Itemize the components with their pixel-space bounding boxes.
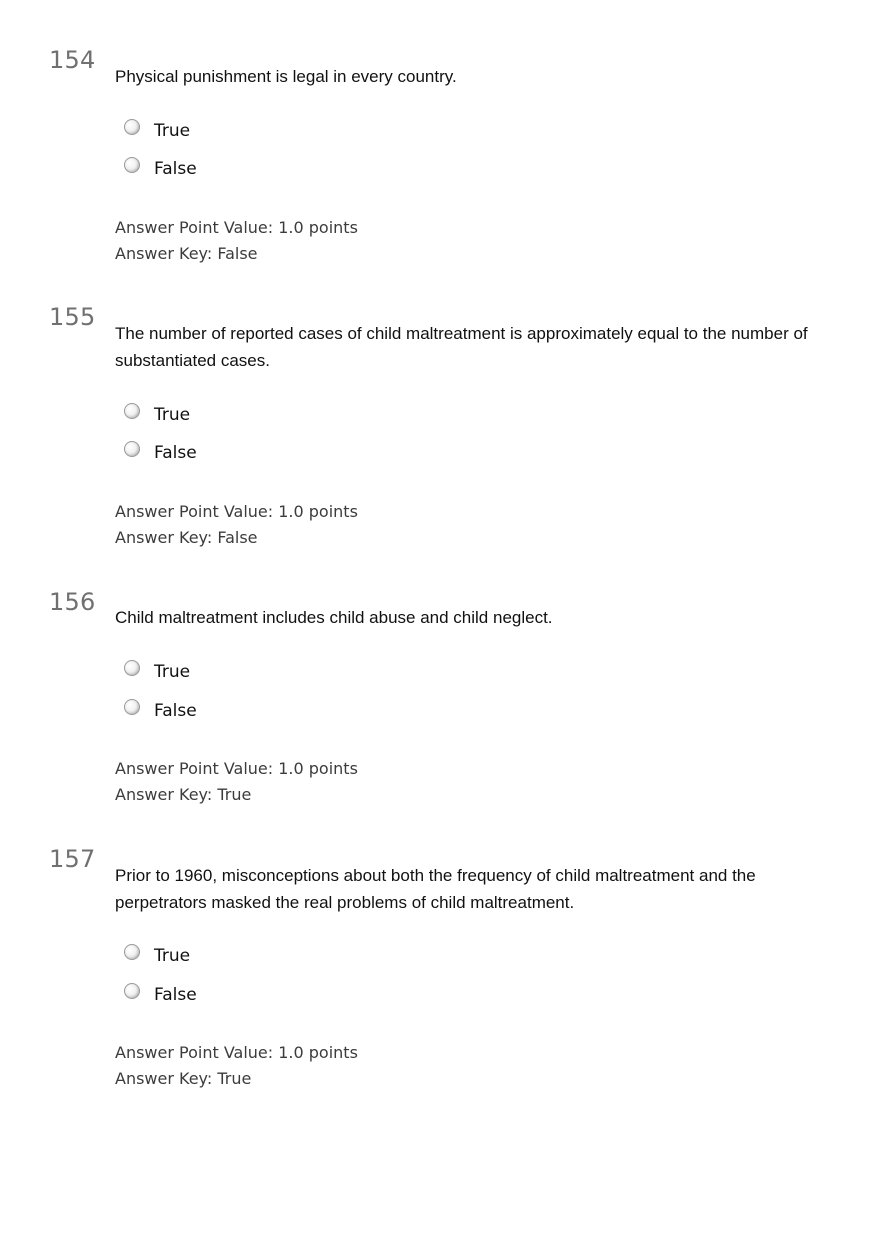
- option-true[interactable]: [124, 119, 190, 143]
- question-text: The number of reported cases of child maltreatment is approximately equal to the number of substantiated cases.: [115, 324, 808, 370]
- radio-button[interactable]: [124, 403, 140, 419]
- answer-key: Answer Key: True: [115, 785, 252, 804]
- radio-button[interactable]: [124, 157, 140, 173]
- answer-point-value: Answer Point Value: 1.0 points: [115, 759, 358, 778]
- option-label: True: [154, 121, 191, 141]
- option-true[interactable]: [124, 944, 190, 968]
- option-label: False: [154, 985, 197, 1005]
- answer-key: Answer Key: False: [115, 244, 258, 263]
- option-label: False: [154, 159, 197, 179]
- option-label: True: [154, 405, 191, 425]
- question-number: 157: [49, 845, 96, 873]
- question-number: 156: [49, 588, 96, 616]
- option-label: False: [154, 443, 197, 463]
- radio-button[interactable]: [124, 944, 140, 960]
- answer-point-value: Answer Point Value: 1.0 points: [115, 218, 358, 237]
- radio-button[interactable]: [124, 699, 140, 715]
- option-true[interactable]: [124, 660, 190, 684]
- radio-button[interactable]: [124, 983, 140, 999]
- question-text: Prior to 1960, misconceptions about both the frequency of child maltreatment and the perpetrators masked the real problems of child maltreatment.: [115, 866, 756, 912]
- option-label: True: [154, 946, 191, 966]
- option-false[interactable]: [124, 983, 197, 1007]
- option-false[interactable]: [124, 699, 197, 723]
- question-number: 154: [49, 46, 96, 74]
- radio-button[interactable]: [124, 119, 140, 135]
- radio-button[interactable]: [124, 441, 140, 457]
- question-number: 155: [49, 303, 96, 331]
- question-text: Child maltreatment includes child abuse and child neglect.: [115, 608, 553, 627]
- answer-key: Answer Key: True: [115, 1069, 252, 1088]
- answer-point-value: Answer Point Value: 1.0 points: [115, 1043, 358, 1062]
- option-true[interactable]: [124, 403, 190, 427]
- question-text: Physical punishment is legal in every country.: [115, 67, 457, 86]
- radio-button[interactable]: [124, 660, 140, 676]
- answer-key: Answer Key: False: [115, 528, 258, 547]
- option-false[interactable]: [124, 441, 197, 465]
- option-false[interactable]: [124, 157, 197, 181]
- option-label: True: [154, 662, 191, 682]
- answer-point-value: Answer Point Value: 1.0 points: [115, 502, 358, 521]
- option-label: False: [154, 701, 197, 721]
